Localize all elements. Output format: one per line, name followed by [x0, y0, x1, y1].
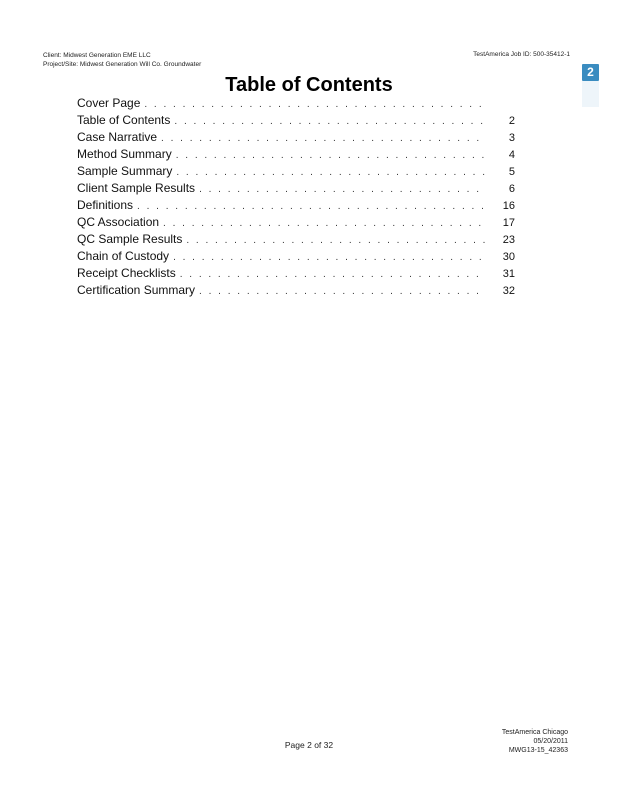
footer-right	[502, 728, 568, 755]
toc-entry-sample-summary	[77, 164, 515, 181]
toc-entry-certification-summary	[77, 283, 515, 300]
toc-leader-dots	[199, 286, 485, 297]
toc-label: Table of Contents	[77, 113, 171, 127]
toc-leader-dots	[173, 252, 485, 263]
toc-page-number: 2	[508, 115, 515, 127]
toc-entry-client-sample-results	[77, 181, 515, 198]
toc-leader-dots	[176, 167, 485, 178]
toc-page-number: 3	[508, 132, 515, 144]
toc-label: QC Sample Results	[77, 232, 183, 246]
toc-label: QC Association	[77, 215, 160, 229]
toc-entry-table-of-contents	[77, 113, 515, 130]
toc-page-number: 6	[508, 183, 515, 195]
toc-label: Definitions	[77, 198, 134, 212]
toc-entry-definitions	[77, 198, 515, 215]
page-number: Page 2 of 32	[284, 740, 334, 750]
toc-leader-dots	[176, 150, 485, 161]
toc-page-number: 23	[502, 234, 515, 246]
toc-leader-dots	[163, 218, 485, 229]
toc-leader-dots	[174, 116, 485, 127]
toc-entry-case-narrative	[77, 130, 515, 147]
toc-entry-method-summary	[77, 147, 515, 164]
toc-page-number: 16	[502, 200, 515, 212]
report-date: 05/20/2011	[533, 738, 568, 745]
toc-label: Chain of Custody	[77, 249, 170, 263]
toc-entry-receipt-checklists	[77, 266, 515, 283]
job-id: TestAmerica Job ID: 500-35412-1	[473, 51, 570, 58]
section-badge: 2	[582, 64, 599, 81]
toc-leader-dots	[137, 201, 485, 212]
header-left	[43, 51, 201, 69]
toc-label: Certification Summary	[77, 283, 196, 297]
toc-leader-dots	[161, 133, 485, 144]
project-site: Project/Site: Midwest Generation Will Co. Groundwater	[43, 61, 202, 68]
toc-leader-dots	[180, 269, 485, 280]
toc-entry-qc-association	[77, 215, 515, 232]
toc-label: Receipt Checklists	[77, 266, 176, 280]
toc-page-number: 32	[502, 285, 515, 297]
toc-leader-dots	[186, 235, 485, 246]
toc-page-number: 30	[502, 251, 515, 263]
toc-leader-dots	[144, 99, 485, 110]
table-of-contents	[77, 96, 515, 300]
client-name: Client: Midwest Generation EME LLC	[43, 52, 151, 59]
page-title: Table of Contents	[225, 74, 393, 96]
toc-page-number: 31	[502, 268, 515, 280]
toc-page-number: 17	[502, 217, 515, 229]
toc-label: Client Sample Results	[77, 181, 196, 195]
toc-label: Sample Summary	[77, 164, 173, 178]
toc-entry-qc-sample-results	[77, 232, 515, 249]
toc-entry-chain-of-custody	[77, 249, 515, 266]
toc-page-number: 5	[508, 166, 515, 178]
toc-label: Method Summary	[77, 147, 172, 161]
toc-label: Cover Page	[77, 96, 141, 110]
toc-page-number: 4	[508, 149, 515, 161]
lab-name: TestAmerica Chicago	[501, 729, 568, 736]
document-id: MWG13-15_42363	[508, 747, 568, 754]
toc-leader-dots	[199, 184, 485, 195]
toc-label: Case Narrative	[77, 130, 158, 144]
toc-entry-cover-page	[77, 96, 515, 113]
